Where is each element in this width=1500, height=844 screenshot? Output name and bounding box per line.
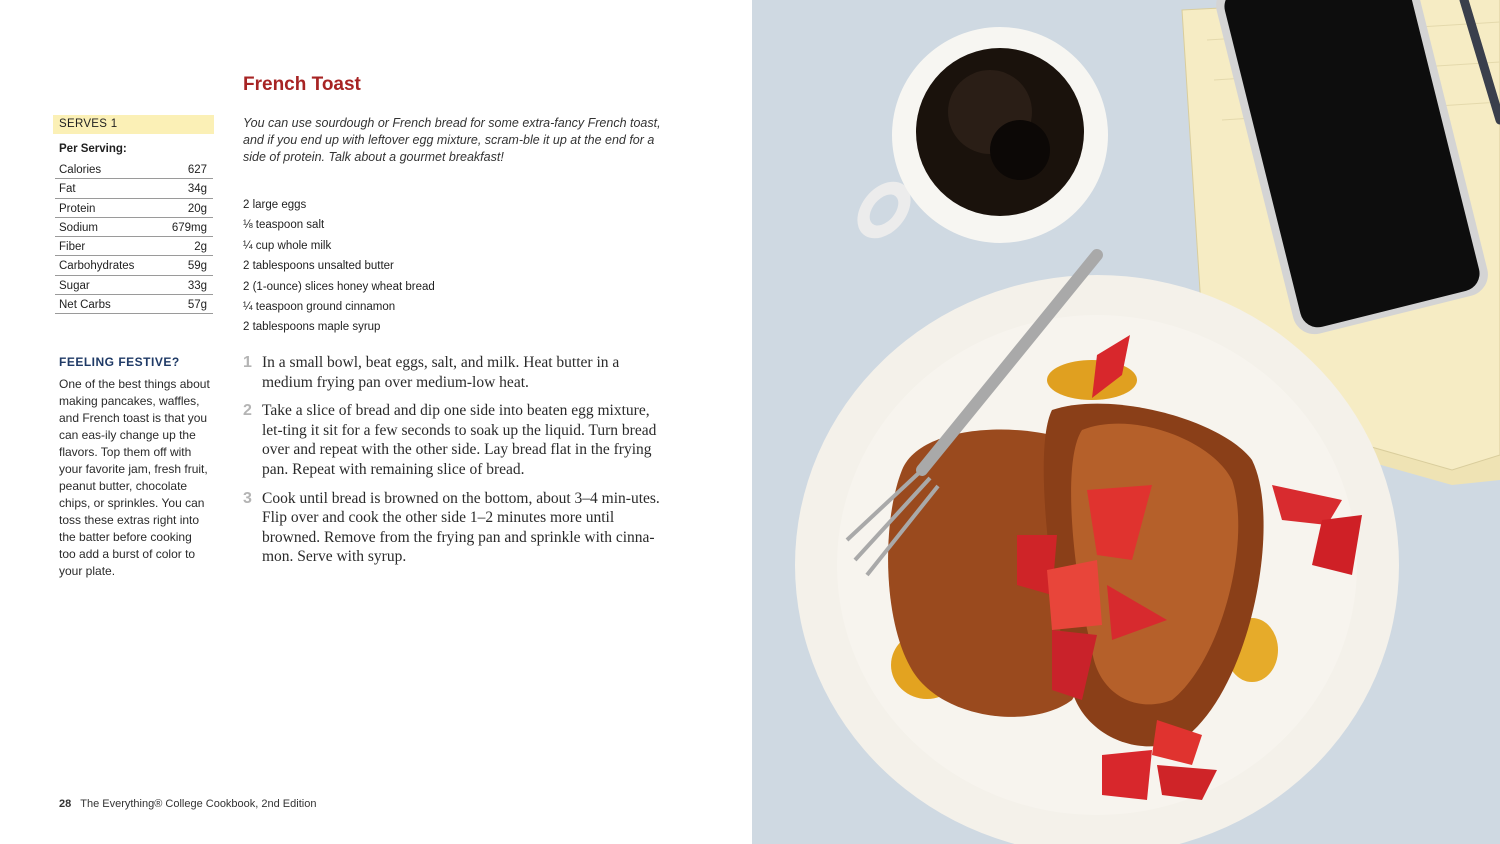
nutrition-label: Protein (59, 202, 96, 215)
nutrition-value: 34g (187, 183, 207, 196)
nutrition-value: 2g (194, 241, 207, 254)
step-number: 2 (243, 402, 252, 420)
ingredient-item: ⅛ teaspoon salt (243, 219, 325, 232)
step-1 (243, 353, 673, 392)
nutrition-value: 679mg (171, 221, 207, 234)
step-number: 1 (243, 354, 252, 371)
french-toast-illustration (752, 0, 1500, 844)
step-text: Take a slice of bread and dip one side into beaten egg mixture, let-ting it sit for a few seconds to soak up the liquid. Turn bread over and repeat with the other side. Lay bread flat in the frying pan. Repeat with remaining slice of bread. (262, 402, 657, 478)
nutrition-label: Calories (59, 164, 102, 176)
serves-label: SERVES 1 (53, 115, 214, 134)
nutrition-row-carbohydrates (55, 256, 213, 275)
nutrition-label: Carbohydrates (59, 260, 135, 273)
nutrition-value: 59g (187, 260, 207, 273)
ingredient-item: 2 tablespoons maple syrup (243, 321, 381, 334)
nutrition-row-sodium (55, 218, 213, 237)
nutrition-value: 20g (187, 202, 207, 215)
step-2 (243, 401, 673, 479)
coffee-cup (847, 27, 1108, 249)
nutrition-row-protein (55, 199, 213, 218)
ingredient-item: ¼ cup whole milk (243, 239, 332, 252)
nutrition-row-sugar (55, 276, 213, 295)
nutrition-value: 33g (187, 279, 207, 292)
nutrition-label: Fiber (59, 241, 86, 254)
nutrition-row-calories (55, 160, 213, 179)
recipe-intro: You can use sourdough or French bread for some extra-fancy French toast, and if you end up with leftover egg mixture, scram-ble it up at the end for a side of protein. Talk about a gourmet breakfast! (243, 116, 661, 164)
nutrition-row-fat (55, 179, 213, 198)
nutrition-value: 57g (187, 299, 207, 312)
ingredient-list (243, 195, 435, 338)
nutrition-table (55, 160, 213, 314)
nutrition-label: Sugar (59, 279, 90, 292)
page-number: 28 (59, 798, 72, 810)
page-footer (59, 798, 316, 810)
nutrition-label: Net Carbs (59, 299, 111, 312)
step-number: 3 (243, 489, 252, 507)
nutrition-row-fiber (55, 237, 213, 256)
per-serving-label: Per Serving: (59, 143, 127, 155)
nutrition-row-net-carbs (55, 295, 213, 314)
ingredient-item: ¼ teaspoon ground cinnamon (243, 301, 396, 314)
book-title: The Everything® College Cookbook, 2nd Edition (80, 798, 317, 810)
tip-title: FEELING FESTIVE? (59, 355, 180, 369)
step-text: Cook until bread is browned on the bottom, about 3–4 min-utes. Flip over and cook the other side 1–2 minutes more until browned. Remove from the frying pan and sprinkle with cinna-mon. Serve with syrup. (262, 489, 660, 566)
ingredient-item: 2 tablespoons unsalted butter (243, 260, 394, 273)
step-3 (243, 489, 673, 567)
nutrition-label: Sodium (59, 221, 98, 234)
instruction-steps (243, 353, 673, 576)
tip-body: One of the best things about making pancakes, waffles, and French toast is that you can eas-ily change up the flavors. Top them off with your favorite jam, fresh fruit, peanut butter, chocolate chips, or sprinkles. You can toss these extras right into the batter before cooking too add a burst of color to your plate. (59, 377, 210, 578)
ingredient-item: 2 (1-ounce) slices honey wheat bread (243, 280, 435, 293)
nutrition-value: 627 (187, 164, 207, 176)
ingredient-item: 2 large eggs (243, 199, 307, 211)
food-photo (752, 0, 1500, 844)
nutrition-label: Fat (59, 183, 76, 196)
step-text: In a small bowl, beat eggs, salt, and milk. Heat butter in a medium frying pan over medium-low heat. (262, 354, 620, 391)
recipe-title: French Toast (243, 74, 361, 95)
